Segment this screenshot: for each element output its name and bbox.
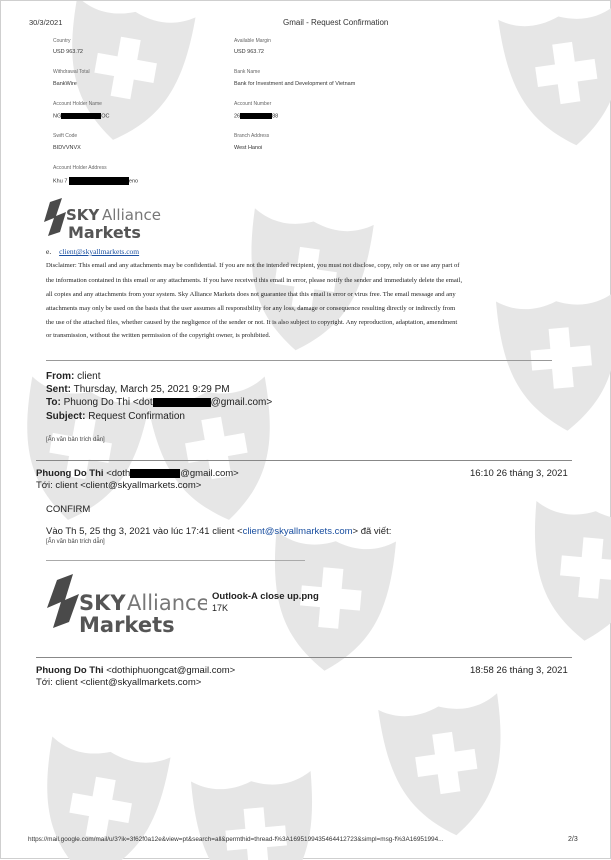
sender-email-end: @gmail.com> (180, 468, 239, 479)
logo-text-markets: Markets (79, 613, 175, 636)
field-value: BankWire (53, 81, 77, 87)
quote-prefix: Vào Th 5, 25 thg 3, 2021 vào lúc 17:41 client < (46, 526, 243, 537)
message-to: Tới: client <client@skyallmarkets.com> (36, 677, 202, 688)
message-sender (36, 665, 235, 676)
logo-text-markets: Markets (68, 223, 141, 240)
redaction-bar (153, 398, 211, 407)
disclaimer-line: or transmission, without the written permission of the copyright owner, is prohibited. (46, 332, 271, 339)
print-date: 30/3/2021 (29, 18, 63, 27)
print-title: Gmail - Request Confirmation (283, 18, 389, 27)
field-label: Swift Code (53, 133, 78, 139)
value-start: NG (53, 113, 62, 120)
hidden-quote-link[interactable]: [Ẩn văn bản trích dẫn] (46, 539, 105, 545)
value-start: 26 (234, 113, 241, 120)
redaction-bar (61, 113, 101, 119)
field-value: Bank for Investment and Development of Vietnam (234, 81, 356, 87)
field-label: Branch Address (234, 133, 270, 139)
message-date: 18:58 26 tháng 3, 2021 (470, 665, 568, 676)
field-label: Account Holder Name (53, 101, 102, 107)
attachment-name[interactable]: Outlook-A close up.png (212, 591, 319, 602)
value-end: 88 (272, 113, 279, 120)
page-number: 2/3 (568, 836, 578, 843)
divider (46, 360, 552, 361)
attachment-thumbnail[interactable] (47, 568, 207, 636)
message-to: Tới: client <client@skyallmarkets.com> (36, 480, 202, 491)
attachment-size: 17K (212, 603, 229, 613)
field-value-redacted (53, 177, 138, 185)
disclaimer-line: Disclaimer: This email and any attachments may be confidential. If you are not the intended recipient, you must not disclose, copy, rely on or use any part of (46, 262, 460, 269)
disclaimer-line: attachments may only be used on the basis that the user assumes all responsibility for any loss, damage or consequence resulting directly or indirectly from (46, 305, 456, 312)
divider (36, 657, 572, 658)
footer-url: https://mail.google.com/mail/u/3?ik=3f62f0a12e&view=pt&search=all&permthid=thread-f%3A1695199435464412723&simpl=msg-f%3A16951994... (28, 836, 444, 843)
field-value: West Hanoi (234, 145, 263, 151)
redaction-bar (240, 113, 272, 119)
to-label: To: (46, 397, 61, 408)
field-value-redacted (234, 113, 278, 119)
sender-name: Phuong Do Thi (36, 665, 104, 676)
sender-name: Phuong Do Thi (36, 468, 104, 479)
logo-text-sky: SKY (79, 591, 126, 615)
disclaimer-line: the use of the attached files, whether caused by the negligence of the sender or not. It is also subject to copyright. Any reproduction, adaptation, amendment (46, 319, 458, 326)
sky-alliance-logo-icon (47, 568, 207, 636)
disclaimer-line: all copies and any attachments from your system. Sky Alliance Markets does not guarantee that this email is error or virus free. The email message and any (46, 291, 456, 298)
logo-text-alliance: Alliance (127, 591, 207, 615)
logo-text-sky: SKY (66, 206, 100, 224)
value-end: eno (128, 178, 139, 185)
sender-email-start: <doth (106, 468, 131, 479)
message-body: CONFIRM (46, 504, 91, 515)
field-label: Withdrawal Total (53, 69, 90, 75)
sky-alliance-logo (44, 196, 164, 240)
from-value: client (77, 371, 101, 382)
sky-alliance-logo-icon (44, 196, 164, 240)
disclaimer-line: the information contained in this email or any attachments. If you have received this email in error, please notify the sender and immediately delete the email, (46, 277, 463, 284)
email-prefix: e. (46, 247, 52, 256)
email-link[interactable]: client@skyallmarkets.com (59, 247, 140, 256)
subject-label: Subject: (46, 411, 86, 422)
from-label: From: (46, 371, 75, 382)
subject-value: Request Confirmation (88, 411, 185, 422)
quoted-sent (46, 384, 230, 395)
message-sender (36, 468, 239, 479)
field-label: Available Margin (234, 38, 271, 44)
quoted-subject (46, 411, 185, 422)
to-domain: @gmail.com> (210, 397, 273, 408)
quoted-from (46, 371, 100, 382)
message-quote-line (46, 526, 391, 537)
sent-value: Thursday, March 25, 2021 9:29 PM (73, 384, 230, 395)
field-value-redacted (53, 113, 110, 119)
quote-suffix: > đã viết: (352, 526, 392, 537)
redaction-bar (130, 469, 180, 478)
field-label: Bank Name (234, 69, 261, 75)
divider (36, 460, 572, 461)
to-name: Phuong Do Thi <dot (63, 397, 153, 408)
redaction-bar (69, 177, 129, 185)
quote-email-link[interactable]: client@skyallmarkets.com (242, 526, 353, 537)
field-value: USD 963.72 (234, 49, 264, 55)
attachment-divider (46, 560, 305, 561)
value-end: OC (101, 113, 110, 120)
watermark-shield-icon (1, 1, 611, 860)
field-value: BIDVVNVX (53, 145, 81, 151)
sender-email: <dothiphuongcat@gmail.com> (106, 665, 236, 676)
field-label: Country (53, 38, 71, 44)
logo-text-alliance: Alliance (102, 206, 161, 224)
hidden-quote-link[interactable]: [Ẩn văn bản trích dẫn] (46, 437, 105, 443)
quoted-to (46, 397, 272, 408)
field-value: USD 963.72 (53, 49, 83, 55)
field-label: Account Number (234, 101, 272, 107)
value-start: Khu 7 (53, 178, 68, 185)
message-date: 16:10 26 tháng 3, 2021 (470, 468, 568, 479)
field-label: Account Holder Address (53, 165, 107, 171)
sent-label: Sent: (46, 384, 71, 395)
email-line (46, 247, 139, 256)
